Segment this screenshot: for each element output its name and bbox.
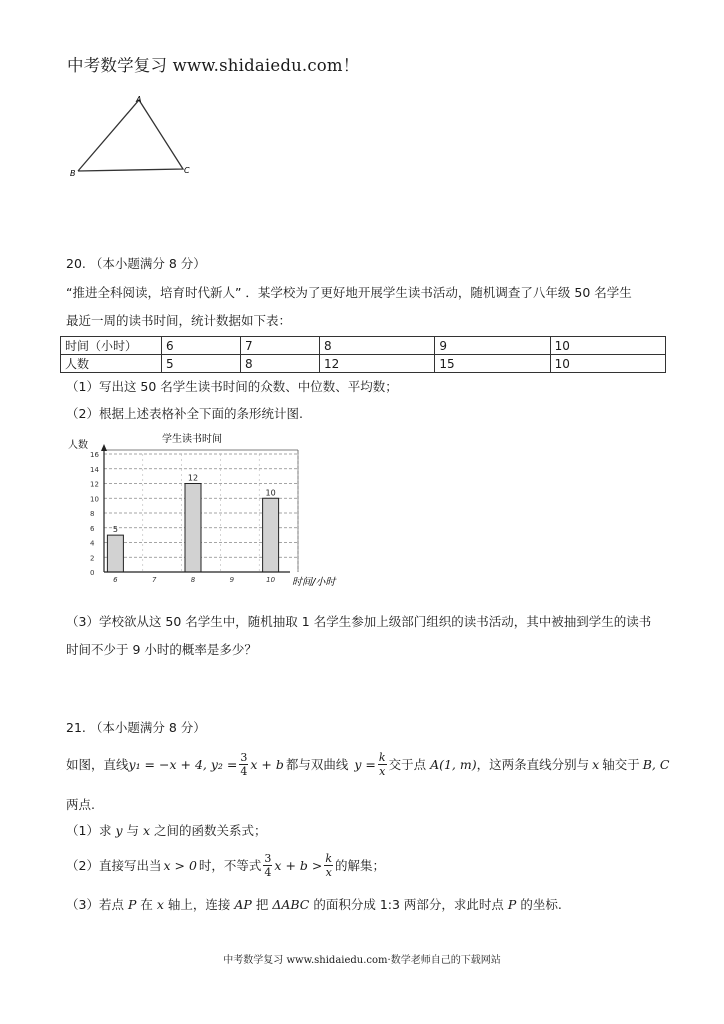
table-cell: 5 bbox=[162, 355, 241, 373]
points-bc: B, C bbox=[642, 756, 670, 772]
bar bbox=[263, 498, 279, 572]
fraction-k-over-x: $\frac{k}{x}$ bbox=[378, 750, 386, 778]
q20-part1: （1）写出这 50 名学生读书时间的众数、中位数、平均数； bbox=[66, 379, 398, 394]
q21-title: 21. （本小题满分 8 分） bbox=[66, 720, 206, 735]
x-tick-label: 7 bbox=[151, 576, 157, 584]
bar-value-label: 12 bbox=[187, 473, 199, 483]
q20-intro-line2: 最近一周的读书时间，统计数据如下表： bbox=[66, 313, 292, 328]
x-tick-label: 6 bbox=[113, 576, 118, 584]
fraction-three-quarters: 3 4 bbox=[264, 851, 272, 879]
page-footer: 中考数学复习 www.shidaiedu.com·数学老师自己的下载网站 bbox=[223, 955, 501, 966]
q21-line-eqs: y₁ = −x + 4, y₂ = bbox=[128, 756, 238, 772]
y-tick-label: 10 bbox=[90, 495, 99, 504]
y-axis-arrow bbox=[101, 444, 107, 451]
bar bbox=[107, 535, 123, 572]
triangle-outline bbox=[78, 100, 183, 171]
table-cell: 10 bbox=[550, 355, 665, 373]
y-tick-label: 6 bbox=[90, 524, 95, 533]
vertex-c-label: C bbox=[184, 166, 190, 175]
point-a: A(1, m) bbox=[430, 756, 477, 772]
q21-statement-line2: 两点. bbox=[66, 797, 95, 812]
table-cell: 8 bbox=[241, 355, 320, 373]
y-tick-label: 4 bbox=[90, 539, 95, 548]
q21-part3: （3）若点 P 在 x 轴上，连接 AP 把 ΔABC 的面积分成 1:3 两部分，求此时点 P 的坐标. bbox=[66, 897, 562, 912]
q20-part2: （2）根据上述表格补全下面的条形统计图. bbox=[66, 406, 303, 421]
table-cell: 15 bbox=[435, 355, 550, 373]
table-row bbox=[61, 337, 666, 355]
q21-part2: （2）直接写出当 x > 0 时，不等式 3 4 x + b > k x 的解集； bbox=[66, 851, 386, 879]
table-row bbox=[61, 355, 666, 373]
table-cell: 7 bbox=[241, 337, 320, 355]
x-tick-label: 9 bbox=[229, 576, 235, 584]
table-cell: 8 bbox=[320, 337, 435, 355]
q21-statement-line1 bbox=[66, 746, 669, 782]
q21-text: 交于点 bbox=[388, 757, 427, 772]
x-symbol: x bbox=[592, 756, 600, 772]
row-label-count: 人数 bbox=[61, 355, 162, 373]
x-tick-label: 8 bbox=[190, 576, 196, 584]
q21-expr: x + b bbox=[250, 756, 284, 772]
bar-value-label: 10 bbox=[265, 488, 276, 498]
bar-chart bbox=[66, 432, 366, 592]
row-label-hours: 时间（小时） bbox=[61, 337, 162, 355]
y-tick-label: 14 bbox=[90, 465, 99, 474]
q21-hyperbola: y = bbox=[354, 756, 376, 772]
table-cell: 12 bbox=[320, 355, 435, 373]
q20-part3-line2: 时间不少于 9 小时的概率是多少？ bbox=[66, 642, 257, 657]
y-tick-label: 8 bbox=[90, 510, 95, 518]
fraction-three-quarters: $\frac{3}{4}$ bbox=[240, 750, 248, 778]
chart-ylabel: 人数 bbox=[68, 440, 88, 451]
y-tick-label: 2 bbox=[90, 554, 95, 563]
q21-text: ，这两条直线分别与 bbox=[476, 757, 590, 772]
page-header: 中考数学复习 www.shidaiedu.com！ bbox=[67, 56, 360, 75]
triangle-figure bbox=[66, 92, 196, 182]
chart-xlabel: 时间/小时 bbox=[292, 577, 336, 588]
q21-text: 轴交于 bbox=[602, 757, 640, 772]
q20-part3-line1: （3）学校欲从这 50 名学生中，随机抽取 1 名学生参加上级部门组织的读书活动，其中被抽到学生的读书 bbox=[66, 614, 652, 629]
bar bbox=[185, 484, 201, 573]
x-tick-label: 10 bbox=[266, 576, 276, 584]
y-tick-label: 12 bbox=[90, 480, 99, 489]
q20-title: 20. （本小题满分 8 分） bbox=[66, 256, 206, 271]
q20-intro-line1: “推进全科阅读，培育时代新人” ．某学校为了更好地开展学生读书活动，随机调查了八年级 50 名学生 bbox=[66, 285, 632, 300]
q21-text: 如图，直线 bbox=[66, 757, 129, 772]
y-tick-label: 0 bbox=[90, 569, 95, 577]
chart-title: 学生读书时间 bbox=[162, 434, 222, 445]
q21-text: 都与双曲线 bbox=[285, 757, 349, 772]
bar-value-label: 5 bbox=[112, 525, 118, 535]
q21-part1: （1）求 y 与 x 之间的函数关系式； bbox=[66, 823, 267, 838]
y-tick-label: 16 bbox=[90, 451, 99, 459]
vertex-b-label: B bbox=[70, 169, 76, 178]
vertex-a-label: A bbox=[136, 95, 142, 104]
fraction-k-over-x: k x bbox=[325, 851, 333, 879]
table-cell: 10 bbox=[550, 337, 665, 355]
q20-data-table bbox=[60, 336, 666, 373]
table-cell: 9 bbox=[435, 337, 550, 355]
table-cell: 6 bbox=[162, 337, 241, 355]
